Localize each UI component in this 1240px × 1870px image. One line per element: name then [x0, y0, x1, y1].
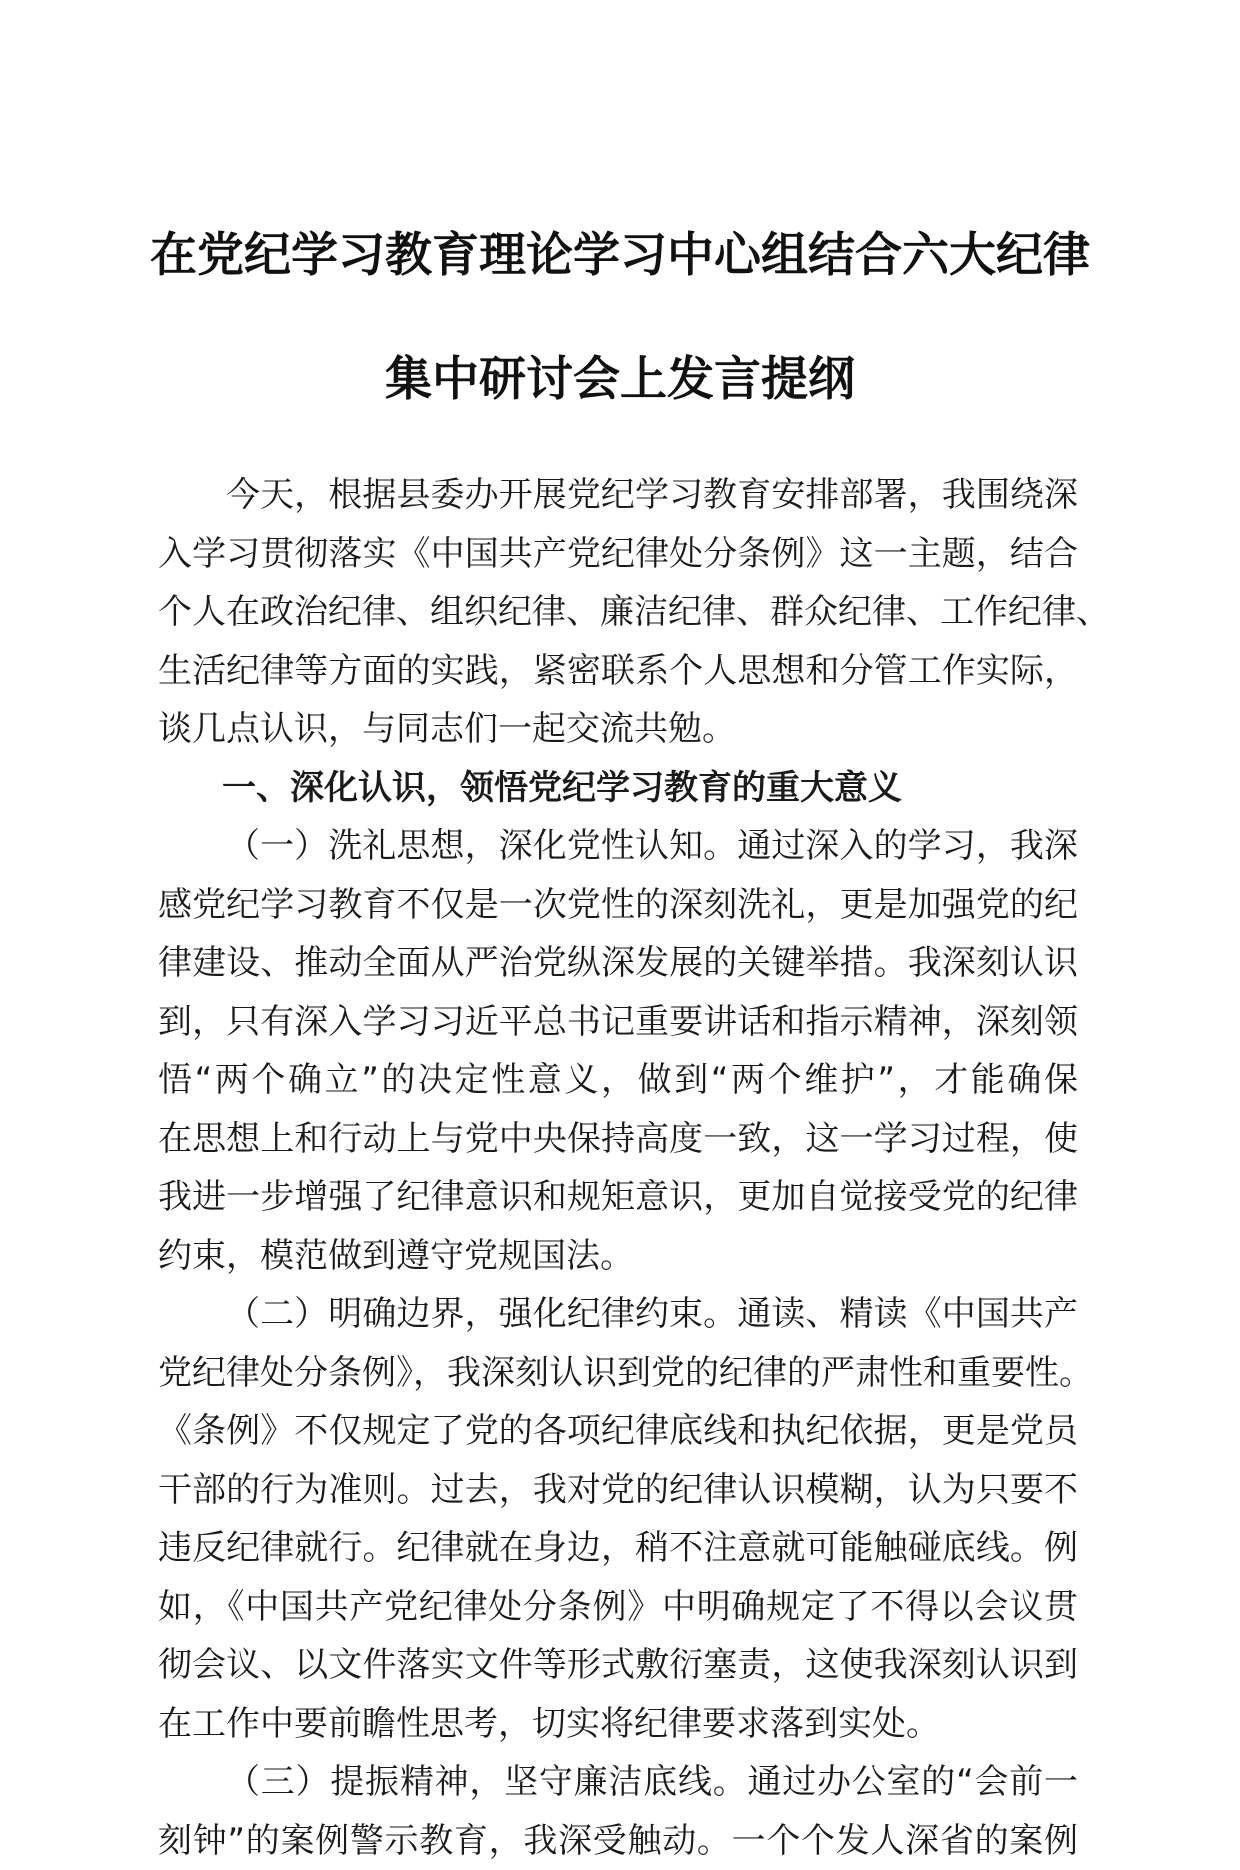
body-line: 彻会议、以文件落实文件等形式敷衍塞责，这使我深刻认识到 [158, 1636, 1078, 1695]
body-line: 悟“两个确立”的决定性意义，做到“两个维护”，才能确保 [158, 1051, 1078, 1110]
document-body [158, 466, 1078, 1870]
body-line: 如，《中国共产党纪律处分条例》中明确规定了不得以会议贯 [158, 1578, 1078, 1637]
document-title-line-1: 在党纪学习教育理论学习中心组结合六大纪律 [140, 232, 1100, 279]
body-line: 在工作中要前瞻性思考，切实将纪律要求落到实处。 [158, 1695, 1078, 1754]
body-line: 个人在政治纪律、组织纪律、廉洁纪律、群众纪律、工作纪律、 [158, 583, 1078, 642]
body-line: 入学习贯彻落实《中国共产党纪律处分条例》这一主题，结合 [158, 525, 1078, 584]
body-line: 谈几点认识，与同志们一起交流共勉。 [158, 700, 1078, 759]
body-line: 约束，模范做到遵守党规国法。 [158, 1227, 1078, 1286]
body-line: 到，只有深入学习习近平总书记重要讲话和指示精神，深刻领 [158, 993, 1078, 1052]
body-line: 党纪律处分条例》，我深刻认识到党的纪律的严肃性和重要性。 [158, 1344, 1078, 1403]
document-title-line-2: 集中研讨会上发言提纲 [140, 356, 1100, 403]
body-line: 刻钟”的案例警示教育，我深受触动。一个个发人深省的案例 [158, 1812, 1078, 1870]
body-line: 今天，根据县委办开展党纪学习教育安排部署，我围绕深 [158, 466, 1078, 525]
body-line: 干部的行为准则。过去，我对党的纪律认识模糊，认为只要不 [158, 1461, 1078, 1520]
body-line: 违反纪律就行。纪律就在身边，稍不注意就可能触碰底线。例 [158, 1519, 1078, 1578]
body-line: 生活纪律等方面的实践，紧密联系个人思想和分管工作实际， [158, 642, 1078, 701]
body-line: 律建设、推动全面从严治党纵深发展的关键举措。我深刻认识 [158, 934, 1078, 993]
body-line: （一）洗礼思想，深化党性认知。通过深入的学习，我深 [158, 817, 1078, 876]
body-line: 我进一步增强了纪律意识和规矩意识，更加自觉接受党的纪律 [158, 1168, 1078, 1227]
section-heading: 一、深化认识，领悟党纪学习教育的重大意义 [158, 759, 1078, 818]
body-line: （二）明确边界，强化纪律约束。通读、精读《中国共产 [158, 1285, 1078, 1344]
body-line: 在思想上和行动上与党中央保持高度一致，这一学习过程，使 [158, 1110, 1078, 1169]
body-line: 《条例》不仅规定了党的各项纪律底线和执纪依据，更是党员 [158, 1402, 1078, 1461]
body-line: 感党纪学习教育不仅是一次党性的深刻洗礼，更是加强党的纪 [158, 876, 1078, 935]
body-line: （三）提振精神，坚守廉洁底线。通过办公室的“会前一 [158, 1753, 1078, 1812]
